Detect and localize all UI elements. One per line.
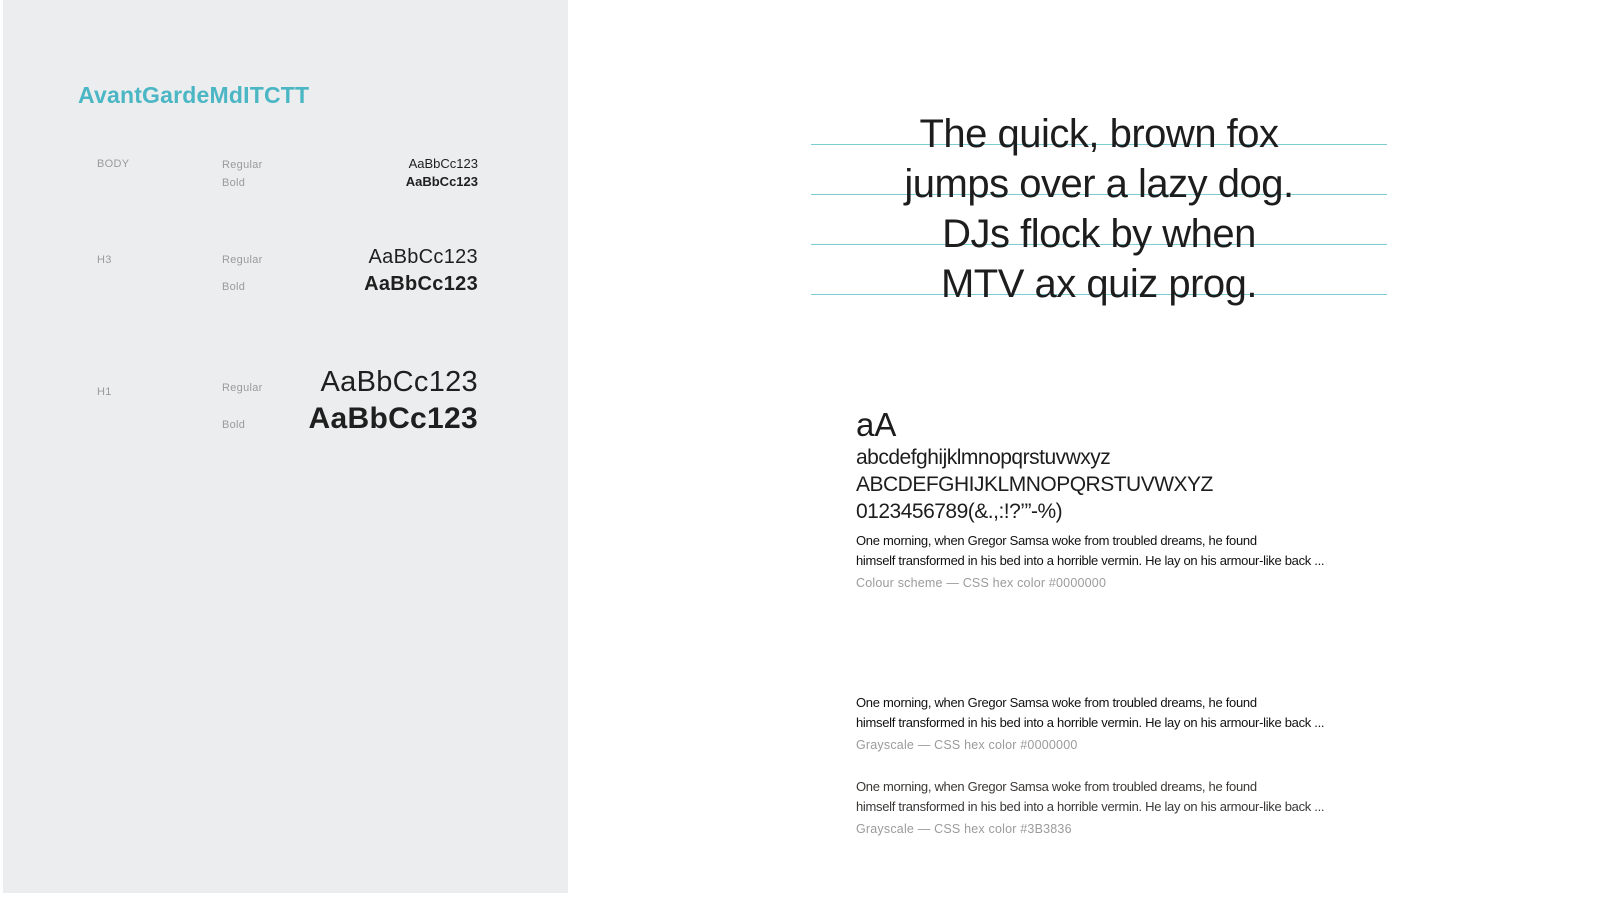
style-label-bold: Bold xyxy=(222,281,246,293)
sample-caption: Grayscale — CSS hex color #0000000 xyxy=(856,738,1078,752)
glyph-set xyxy=(856,406,1213,525)
style-lines xyxy=(222,246,478,300)
pangram-line xyxy=(811,95,1387,156)
style-sample-bold: AaBbCc123 xyxy=(308,402,478,435)
tier-label-h3: H3 xyxy=(97,254,112,266)
style-sample-regular: AaBbCc123 xyxy=(320,366,478,398)
pangram-block xyxy=(811,95,1387,306)
sample-paragraph-line: himself transformed in his bed into a horrible vermin. He lay on his armour-like back ... xyxy=(856,714,1325,730)
text-sample-grayscale-black xyxy=(856,693,1356,752)
specimen-row-body xyxy=(97,156,478,192)
tier-label-h1: H1 xyxy=(97,386,112,398)
style-line-regular xyxy=(222,156,478,174)
sample-caption: Colour scheme — CSS hex color #0000000 xyxy=(856,576,1107,590)
style-label-bold: Bold xyxy=(222,177,246,189)
style-line-bold xyxy=(222,402,478,438)
style-sample-bold: AaBbCc123 xyxy=(405,174,478,189)
font-title: AvantGardeMdITCTT xyxy=(78,82,310,108)
style-lines xyxy=(222,366,478,438)
style-line-bold xyxy=(222,273,478,300)
style-label-regular: Regular xyxy=(222,159,263,171)
pangram-text: MTV ax quiz prog. xyxy=(940,262,1258,306)
glyph-display-pair: aA xyxy=(856,406,897,443)
text-sample-grayscale-gray xyxy=(856,777,1356,836)
style-label-regular: Regular xyxy=(222,382,263,394)
specimen-row-h3 xyxy=(97,246,478,300)
style-sample-bold: AaBbCc123 xyxy=(364,273,478,295)
sample-paragraph-line: One morning, when Gregor Samsa woke from troubled dreams, he found xyxy=(856,779,1257,794)
pangram-text: jumps over a lazy dog. xyxy=(904,162,1294,206)
style-lines xyxy=(222,156,478,192)
specimen-row-h1 xyxy=(97,366,478,438)
sample-paragraph-line: himself transformed in his bed into a horrible vermin. He lay on his armour-like back ... xyxy=(856,552,1325,568)
style-sample-regular: AaBbCc123 xyxy=(408,156,478,171)
specimen-panel xyxy=(3,0,568,893)
style-line-regular xyxy=(222,366,478,402)
glyph-lowercase: abcdefghijklmnopqrstuvwxyz xyxy=(856,446,1111,469)
text-sample-colour-scheme xyxy=(856,531,1356,590)
style-line-bold xyxy=(222,174,478,192)
sample-caption: Grayscale — CSS hex color #3B3836 xyxy=(856,822,1072,836)
sample-paragraph-line: One morning, when Gregor Samsa woke from troubled dreams, he found xyxy=(856,695,1257,710)
style-label-bold: Bold xyxy=(222,419,246,431)
sample-paragraph-line: One morning, when Gregor Samsa woke from troubled dreams, he found xyxy=(856,533,1257,548)
sample-paragraph-line: himself transformed in his bed into a horrible vermin. He lay on his armour-like back ... xyxy=(856,798,1325,814)
glyph-numerals-symbols: 0123456789(&.,:!?’”-%) xyxy=(856,500,1063,523)
pangram-text: DJs flock by when xyxy=(942,212,1256,256)
pangram-line xyxy=(811,245,1387,306)
glyph-uppercase: ABCDEFGHIJKLMNOPQRSTUVWXYZ xyxy=(856,473,1213,496)
style-sample-regular: AaBbCc123 xyxy=(368,246,478,268)
style-label-regular: Regular xyxy=(222,254,263,266)
pangram-line xyxy=(811,195,1387,256)
pangram-text: The quick, brown fox xyxy=(919,112,1279,156)
tier-label-body: BODY xyxy=(97,158,130,170)
style-line-regular xyxy=(222,246,478,273)
pangram-line xyxy=(811,145,1387,206)
